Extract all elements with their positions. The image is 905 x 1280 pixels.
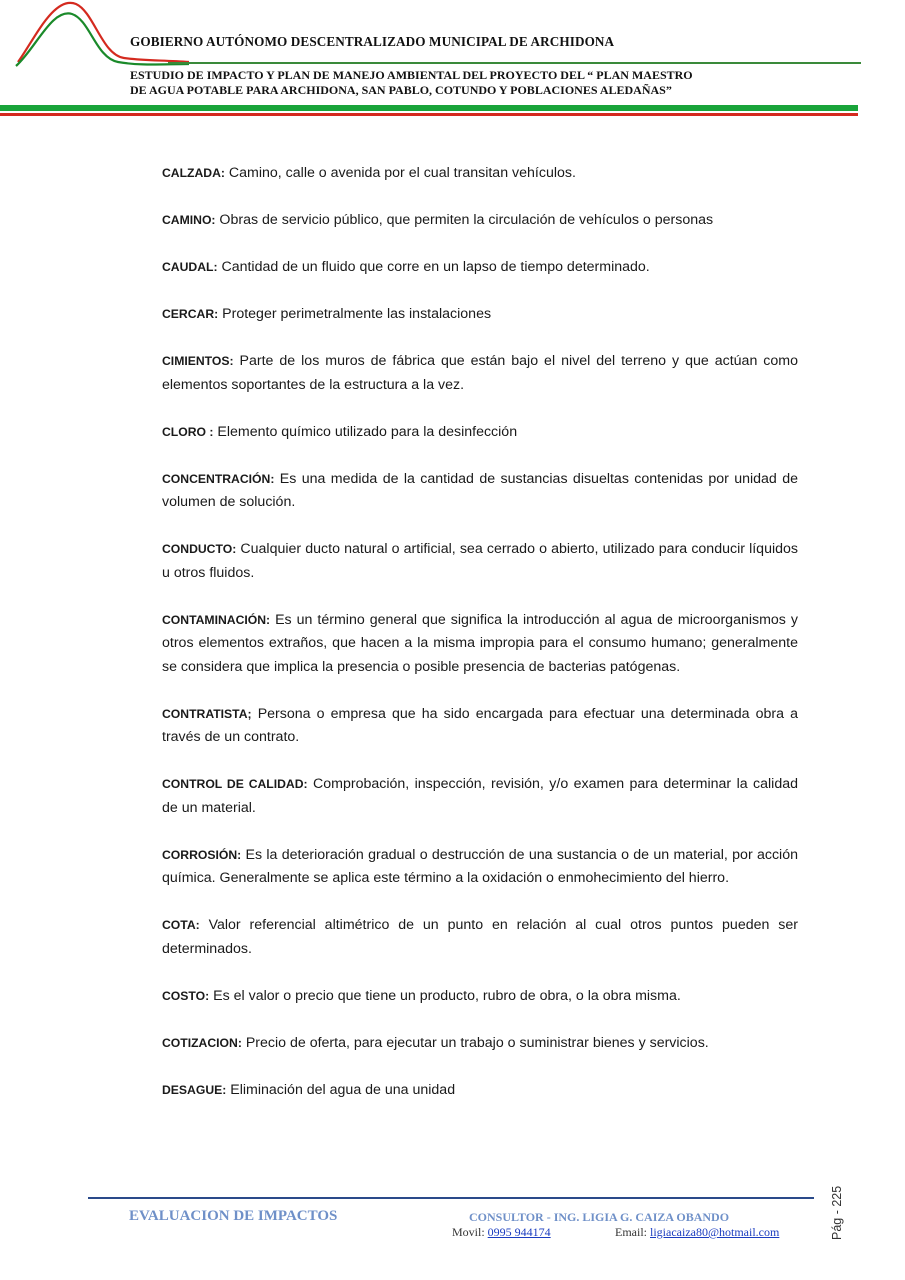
glossary-entry bbox=[162, 703, 798, 750]
entry-term: CALZADA: bbox=[162, 166, 225, 180]
entry-term: CONTRATISTA; bbox=[162, 706, 252, 721]
entry-term: CONTROL DE CALIDAD: bbox=[162, 777, 308, 791]
entry-term: CAMINO: bbox=[162, 213, 216, 227]
entry-definition: Valor referencial altimétrico de un punto en relación al cual otros puntos pueden ser determinados. bbox=[162, 917, 798, 957]
entry-term: CONCENTRACIÓN: bbox=[162, 471, 275, 486]
entry-term: CIMIENTOS: bbox=[162, 354, 234, 368]
entry-definition: Parte de los muros de fábrica que están bajo el nivel del terreno y que actúan como elementos soportantes de la estructura a la vez. bbox=[162, 353, 798, 393]
entry-term: COTIZACION: bbox=[162, 1035, 242, 1050]
footer-consultor: CONSULTOR - ING. LIGIA G. CAIZA OBANDO bbox=[469, 1210, 730, 1224]
glossary-entry bbox=[162, 421, 798, 445]
entry-term: CAUDAL: bbox=[162, 260, 218, 274]
header-divider bbox=[168, 62, 861, 64]
entry-term: COSTO: bbox=[162, 988, 210, 1003]
entry-definition: Eliminación del agua de una unidad bbox=[226, 1081, 456, 1098]
header-red-band bbox=[0, 113, 858, 116]
glossary-entry bbox=[162, 162, 798, 186]
entry-definition: Camino, calle o avenida por el cual transitan vehículos. bbox=[224, 165, 576, 181]
entry-definition: Persona o empresa que ha sido encargada para efectuar una determinada obra a través de un contrato. bbox=[162, 705, 798, 745]
footer-section-title: EVALUACION DE IMPACTOS bbox=[129, 1208, 338, 1224]
entry-definition: Proteger perimetralmente las instalaciones bbox=[218, 306, 492, 322]
entry-term: CONTAMINACIÓN: bbox=[162, 612, 271, 627]
entry-definition: Precio de oferta, para ejecutar un trabajo o suministrar bienes y servicios. bbox=[241, 1034, 709, 1051]
glossary-entry bbox=[162, 914, 798, 961]
page-number: Pág - 225 bbox=[830, 1185, 844, 1240]
entry-definition: Es la deterioración gradual o destrucción de una sustancia o de un material, por acción química. Generalmente se aplica este término a la oxidación o enmohecimiento del hierro. bbox=[162, 846, 798, 886]
glossary-entry bbox=[162, 609, 798, 680]
glossary-entry bbox=[162, 773, 798, 820]
entry-term: CERCAR: bbox=[162, 307, 219, 321]
glossary-entry bbox=[162, 1079, 798, 1103]
entry-term: CORROSIÓN: bbox=[162, 847, 242, 862]
entry-term: DESAGUE: bbox=[162, 1082, 227, 1097]
entry-definition: Cualquier ducto natural o artificial, sea cerrado o abierto, utilizado para conducir líquidos u otros fluidos. bbox=[162, 541, 798, 581]
phone-link[interactable]: 0995 944174 bbox=[487, 1225, 551, 1239]
header-subtitle-line2: DE AGUA POTABLE PARA ARCHIDONA, SAN PABLO, COTUNDO Y POBLACIONES ALEDAÑAS” bbox=[130, 82, 672, 97]
entry-definition: Elemento químico utilizado para la desinfección bbox=[213, 423, 518, 440]
glossary-entry bbox=[162, 538, 798, 585]
entry-definition: Obras de servicio público, que permiten la circulación de vehículos o personas bbox=[215, 212, 714, 228]
entry-definition: Es el valor o precio que tiene un producto, rubro de obra, o la obra misma. bbox=[209, 987, 681, 1004]
header-green-band bbox=[0, 105, 858, 111]
glossary-entry bbox=[162, 209, 798, 233]
entry-definition: Es un término general que significa la introducción al agua de microorganismos y otros elementos extraños, que hacen a la misma impropia para el consumo humano; generalmente se considera que implica la presencia o posible presencia de bacterias patógenas. bbox=[162, 611, 798, 675]
glossary bbox=[162, 162, 798, 1126]
footer-divider bbox=[88, 1197, 814, 1199]
footer-phone bbox=[452, 1225, 551, 1240]
email-label: Email: bbox=[615, 1225, 650, 1239]
glossary-entry bbox=[162, 1032, 798, 1056]
entry-term: CLORO : bbox=[162, 424, 214, 439]
glossary-entry bbox=[162, 303, 798, 327]
glossary-entry bbox=[162, 468, 798, 515]
glossary-entry bbox=[162, 985, 798, 1009]
phone-label: Movil: bbox=[452, 1225, 488, 1239]
header-subtitle bbox=[130, 68, 830, 97]
entry-definition: Es una medida de la cantidad de sustancias disueltas contenidas por unidad de volumen de solución. bbox=[162, 470, 798, 510]
entry-term: COTA: bbox=[162, 918, 200, 932]
header-subtitle-line1: ESTUDIO DE IMPACTO Y PLAN DE MANEJO AMBIENTAL DEL PROYECTO DEL “ PLAN MAESTRO bbox=[130, 68, 693, 82]
glossary-entry bbox=[162, 256, 798, 280]
entry-definition: Comprobación, inspección, revisión, y/o examen para determinar la calidad de un material. bbox=[162, 776, 798, 816]
entry-term: CONDUCTO: bbox=[162, 542, 237, 556]
glossary-entry bbox=[162, 350, 798, 397]
entry-definition: Cantidad de un fluido que corre en un lapso de tiempo determinado. bbox=[217, 259, 650, 275]
glossary-entry bbox=[162, 844, 798, 891]
header-title: GOBIERNO AUTÓNOMO DESCENTRALIZADO MUNICIPAL DE ARCHIDONA bbox=[130, 34, 615, 49]
footer-email bbox=[615, 1225, 779, 1240]
email-link[interactable]: ligiacaiza80@hotmail.com bbox=[650, 1225, 780, 1239]
